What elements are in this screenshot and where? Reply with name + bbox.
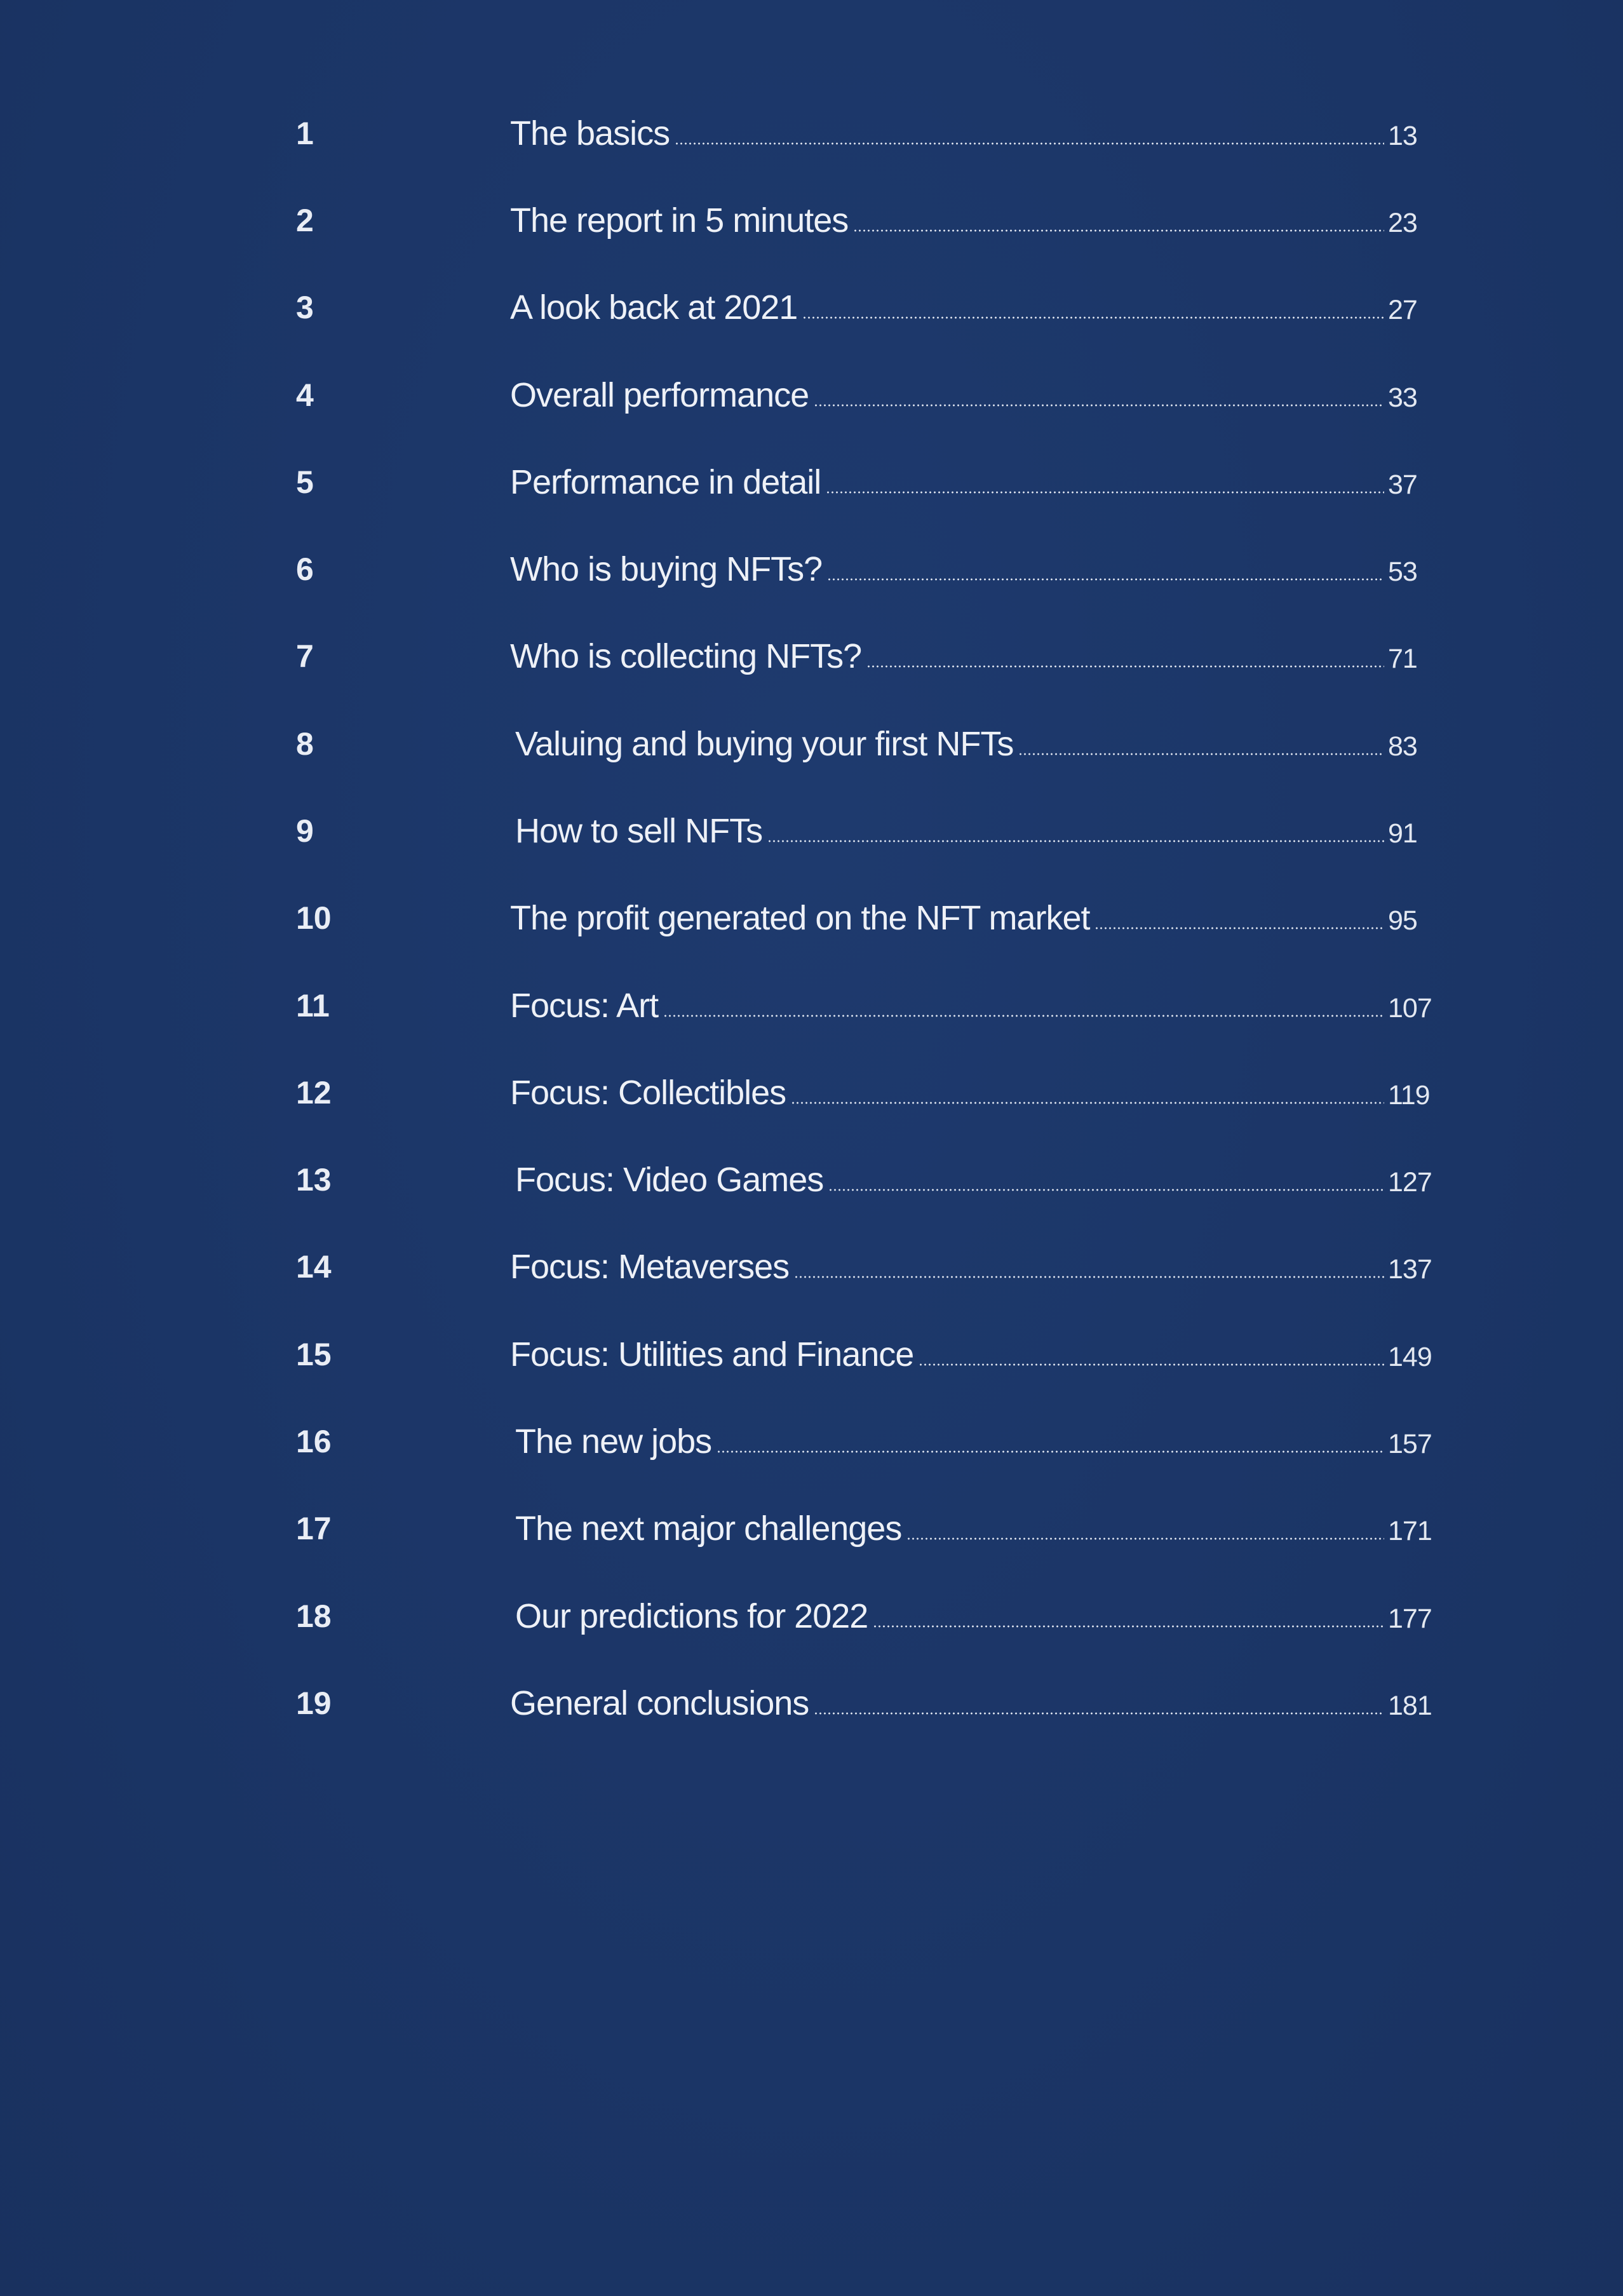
page-number: 181 [1388,1691,1432,1721]
chapter-number: 3 [296,290,314,325]
toc-entry-line [510,1684,1432,1722]
toc-entry-13[interactable] [0,1148,1623,1212]
chapter-number: 10 [296,900,332,936]
chapter-number: 14 [296,1249,332,1285]
toc-entry-19[interactable] [0,1671,1623,1735]
toc-entry-line [510,550,1432,588]
toc-entry-line [510,1074,1432,1112]
page-number: 137 [1388,1254,1432,1285]
chapter-title: Performance in detail [510,463,821,501]
page-number: 53 [1388,557,1417,587]
toc-entry-14[interactable] [0,1235,1623,1299]
toc-entry-line [510,201,1432,240]
toc-entry-line [510,987,1432,1025]
page-number: 23 [1388,208,1417,238]
dot-leader [919,1363,1384,1366]
chapter-number: 1 [296,116,314,151]
toc-entry-line [510,376,1432,414]
toc-entry-line [515,1161,1432,1199]
chapter-title: The report in 5 minutes [510,201,849,240]
chapter-number: 15 [296,1337,332,1372]
page-number: 83 [1388,731,1417,762]
dot-leader [802,316,1384,319]
page-number: 91 [1388,818,1417,849]
chapter-title: Focus: Metaverses [510,1248,790,1286]
page-number: 33 [1388,382,1417,413]
toc-entry-line [510,637,1432,675]
chapter-number: 17 [296,1511,332,1546]
chapter-title: Focus: Collectibles [510,1074,786,1112]
page-number: 171 [1388,1516,1432,1546]
toc-entry-line [510,1335,1432,1374]
toc-entry-4[interactable] [0,363,1623,427]
toc-entry-10[interactable] [0,886,1623,950]
chapter-title: Focus: Art [510,987,659,1025]
chapter-title: Focus: Video Games [515,1161,824,1199]
page-number: 127 [1388,1167,1432,1198]
dot-leader [1018,753,1384,755]
dot-leader [828,1189,1384,1191]
toc-entry-6[interactable] [0,537,1623,601]
dot-leader [866,665,1384,668]
dot-leader [717,1450,1384,1453]
page-number: 119 [1388,1080,1430,1111]
chapter-number: 19 [296,1685,332,1721]
page-number: 71 [1388,644,1417,674]
chapter-number: 8 [296,726,314,762]
chapter-title: Focus: Utilities and Finance [510,1335,914,1374]
page-number: 37 [1388,469,1417,500]
toc-entry-8[interactable] [0,712,1623,776]
chapter-number: 13 [296,1162,332,1198]
toc-entry-line [510,899,1432,937]
page-number: 157 [1388,1429,1432,1459]
chapter-number: 12 [296,1075,332,1111]
chapter-number: 2 [296,203,314,238]
chapter-number: 16 [296,1424,332,1459]
toc-entry-7[interactable] [0,625,1623,688]
dot-leader [675,142,1384,145]
toc-entry-line [515,1422,1432,1461]
chapter-title: Who is collecting NFTs? [510,637,862,675]
page-number: 149 [1388,1342,1432,1372]
toc-entry-17[interactable] [0,1497,1623,1560]
dot-leader [814,404,1384,407]
chapter-title: The profit generated on the NFT market [510,899,1090,937]
dot-leader [906,1537,1384,1540]
toc-entry-15[interactable] [0,1323,1623,1386]
dot-leader [814,1712,1384,1715]
toc-entry-3[interactable] [0,276,1623,339]
dot-leader [663,1015,1384,1017]
chapter-number: 6 [296,551,314,587]
toc-entry-line [515,812,1432,850]
toc-entry-5[interactable] [0,450,1623,514]
dot-leader [853,229,1384,232]
chapter-number: 4 [296,377,314,413]
chapter-number: 9 [296,813,314,849]
toc-entry-12[interactable] [0,1061,1623,1124]
chapter-title: Who is buying NFTs? [510,550,823,588]
chapter-title: The basics [510,114,670,152]
chapter-title: General conclusions [510,1684,809,1722]
toc-entry-line [510,463,1432,501]
page-number: 13 [1388,121,1417,151]
chapter-number: 18 [296,1598,332,1634]
chapter-number: 5 [296,464,314,500]
toc-entry-line [510,288,1432,327]
toc-entry-line [515,725,1432,763]
chapter-number: 11 [296,988,330,1023]
toc-entry-line [510,1248,1432,1286]
toc-entry-11[interactable] [0,974,1623,1037]
dot-leader [794,1276,1384,1278]
page-number: 95 [1388,905,1417,936]
toc-entry-1[interactable] [0,102,1623,165]
chapter-title: A look back at 2021 [510,288,798,327]
dot-leader [873,1625,1384,1628]
chapter-title: Our predictions for 2022 [515,1597,868,1635]
dot-leader [1094,927,1384,929]
dot-leader [791,1102,1384,1104]
page-number: 177 [1388,1604,1432,1634]
chapter-title: Overall performance [510,376,809,414]
toc-entry-line [510,114,1432,152]
chapter-title: The next major challenges [515,1509,902,1548]
dot-leader [767,840,1384,842]
toc-entry-line [515,1597,1432,1635]
toc-entry-2[interactable] [0,189,1623,252]
dot-leader [826,491,1384,494]
chapter-title: How to sell NFTs [515,812,763,850]
page-number: 107 [1388,993,1432,1023]
toc-entry-18[interactable] [0,1584,1623,1648]
toc-entry-16[interactable] [0,1410,1623,1473]
page-number: 27 [1388,295,1417,325]
chapter-title: The new jobs [515,1422,712,1461]
toc-entry-line [515,1509,1432,1548]
toc-entry-9[interactable] [0,799,1623,863]
chapter-title: Valuing and buying your first NFTs [515,725,1014,763]
dot-leader [827,578,1384,581]
chapter-number: 7 [296,638,314,674]
